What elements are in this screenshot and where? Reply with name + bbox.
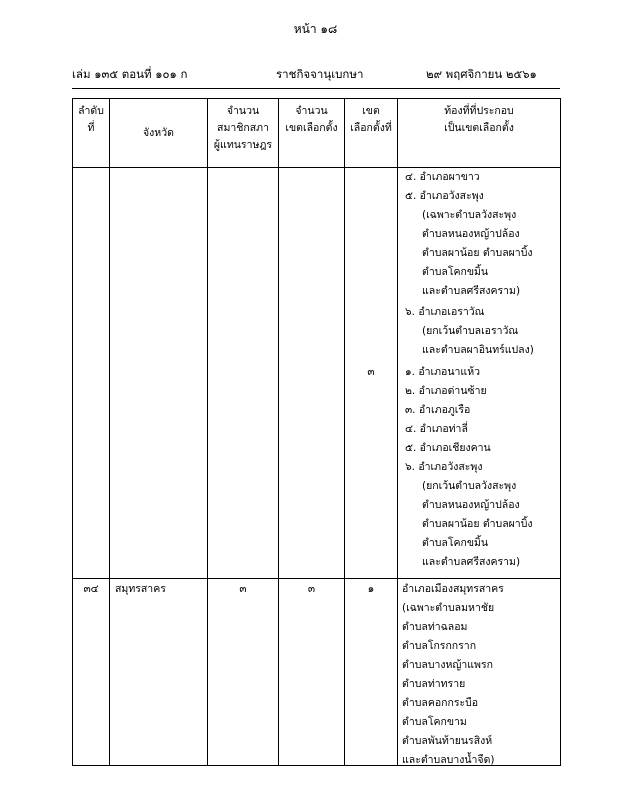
locality-line: ตำบลผาน้อย ตำบลผาบิ้ง: [422, 518, 533, 530]
locality-line: และตำบลผาอินทร์แปลง): [422, 344, 534, 356]
locality-line: (ยกเว้นตำบลเอราวัณ: [422, 325, 519, 337]
gazette-date: ๒๙ พฤศจิกายน ๒๕๖๑: [426, 67, 537, 81]
locality-line: ๓. อำเภอภูเรือ: [405, 404, 471, 416]
row-districts: [279, 168, 345, 579]
row-province: สมุทรสาคร: [110, 579, 208, 766]
row-members: [208, 168, 279, 579]
locality-line: และตำบลศรีสงคราม): [422, 556, 521, 568]
locality-line: ตำบลพันท้ายนรสิงห์: [402, 735, 493, 747]
row-province: [110, 168, 208, 579]
row-zone: [345, 168, 398, 579]
row-districts: ๓: [279, 579, 345, 766]
table-row: [73, 579, 561, 766]
locality-line: ตำบลโคกขาม: [402, 716, 467, 728]
locality-line: และตำบลศรีสงคราม): [422, 285, 521, 297]
header-localities: ท้องที่ที่ประกอบ เป็นเขตเลือกตั้ง: [398, 99, 561, 168]
locality-line: ๖. อำเภอเอราวัณ: [405, 306, 485, 318]
locality-line: ๔. อำเภอท่าลี่: [405, 423, 468, 435]
page-number: หน้า ๑๘: [293, 22, 338, 36]
header-zone: เขต เลือกตั้งที่: [345, 99, 398, 168]
table-row: [73, 168, 561, 579]
locality-line: ตำบลโกรกกราก: [402, 640, 477, 652]
row-localities: [398, 168, 561, 579]
locality-line: ตำบลท่าฉลอม: [402, 621, 468, 633]
locality-line: ตำบลผาน้อย ตำบลผาบิ้ง: [422, 247, 533, 259]
gazette-title: ราชกิจจานุเบกษา: [276, 67, 364, 81]
row-order: [73, 168, 110, 579]
locality-line: ตำบลหนองหญ้าปล้อง: [422, 228, 520, 240]
locality-line: ตำบลท่าทราย: [402, 678, 466, 690]
locality-line: ๒. อำเภอด่านซ้าย: [405, 385, 487, 397]
header-province: จังหวัด: [110, 99, 208, 168]
locality-line: ๕. อำเภอวังสะพุง: [405, 190, 484, 202]
row-members: ๓: [208, 579, 279, 766]
locality-line: (ยกเว้นตำบลวังสะพุง: [422, 480, 517, 492]
header-members: จำนวน สมาชิกสภา ผู้แทนราษฎร: [208, 99, 279, 168]
header-order: ลำดับ ที่: [73, 99, 110, 168]
locality-line: ๔. อำเภอผาขาว: [405, 171, 480, 183]
locality-line: ตำบลหนองหญ้าปล้อง: [422, 499, 520, 511]
locality-line: และตำบลบางน้ำจืด): [402, 754, 495, 766]
row-zone: ๑: [345, 579, 398, 766]
locality-line: (เฉพาะตำบลมหาชัย: [402, 602, 495, 614]
header-districts: จำนวน เขตเลือกตั้ง: [279, 99, 345, 168]
locality-line: ๑. อำเภอนาแห้ว: [405, 366, 481, 378]
zone-number: ๓: [367, 366, 375, 378]
locality-line: อำเภอเมืองสมุทรสาคร: [402, 583, 504, 595]
locality-line: ๕. อำเภอเชียงคาน: [405, 442, 491, 454]
row-localities: [398, 579, 561, 766]
locality-line: ตำบลคอกกระบือ: [402, 697, 479, 709]
locality-line: ตำบลโคกขมิ้น: [422, 266, 489, 278]
locality-line: (เฉพาะตำบลวังสะพุง: [422, 209, 517, 221]
locality-line: ตำบลบางหญ้าแพรก: [402, 659, 493, 671]
table-header-row: [73, 99, 561, 168]
gazette-volume: เล่ม ๑๓๕ ตอนที่ ๑๐๑ ก: [72, 67, 188, 81]
header-rule: [72, 88, 560, 89]
locality-line: ตำบลโคกขมิ้น: [422, 537, 489, 549]
locality-line: ๖. อำเภอวังสะพุง: [405, 461, 483, 473]
row-order: ๓๔: [73, 579, 110, 766]
constituency-table: [72, 98, 561, 766]
